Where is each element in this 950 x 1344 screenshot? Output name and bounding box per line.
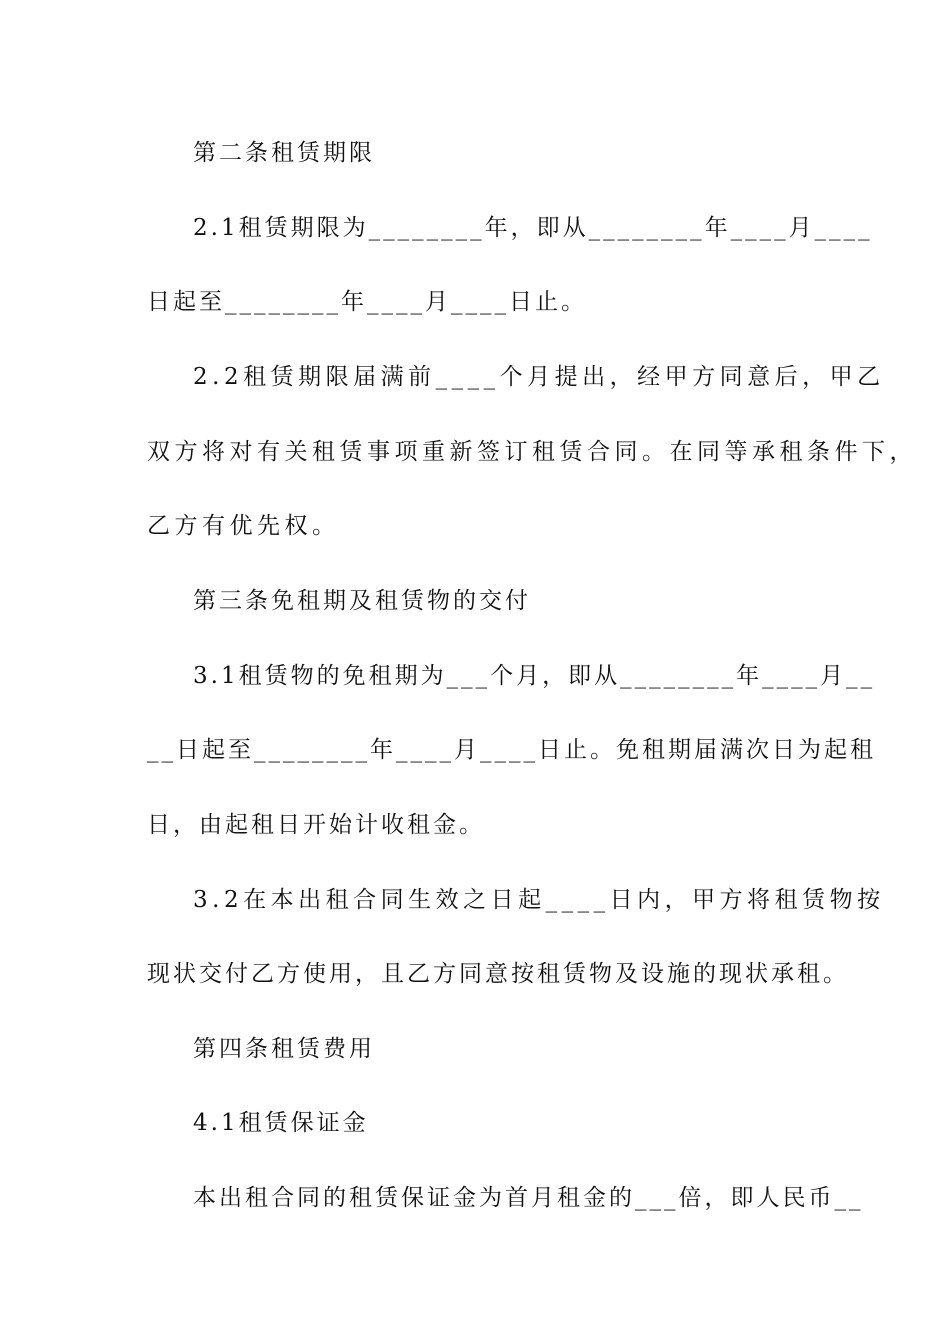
clause-2-1-line-1: 2.1租赁期限为________年，即从________年____月____ — [193, 215, 873, 241]
clause-3-2-line-1: 3.2在本出租合同生效之日起____日内，甲方将租赁物按 — [193, 887, 885, 913]
clause-3-2-line-2: 现状交付乙方使用，且乙方同意按租赁物及设施的现状承租。 — [147, 961, 849, 987]
clause-2-2-line-3: 乙方有优先权。 — [147, 513, 340, 539]
heading-article-2: 第二条租赁期限 — [193, 140, 375, 166]
heading-article-4: 第四条租赁费用 — [193, 1036, 375, 1062]
clause-2-2-line-2: 双方将对有关租赁事项重新签订租赁合同。在同等承租条件下， — [147, 439, 917, 465]
clause-4-1-line-1: 本出租合同的租赁保证金为首月租金的___倍，即人民币__ — [193, 1185, 864, 1211]
clause-3-1-line-2: __日起至________年____月____日止。免租期届满次日为起租 — [147, 737, 876, 763]
clause-4-1-title: 4.1租赁保证金 — [193, 1110, 369, 1136]
heading-article-3: 第三条免租期及租赁物的交付 — [193, 588, 531, 614]
clause-3-1-line-3: 日，由起租日开始计收租金。 — [147, 812, 485, 838]
clause-2-1-line-2: 日起至________年____月____日止。 — [147, 289, 587, 315]
clause-2-2-line-1: 2.2租赁期限届满前____个月提出，经甲方同意后，甲乙 — [193, 364, 885, 390]
clause-3-1-line-1: 3.1租赁物的免租期为___个月，即从________年____月__ — [193, 663, 876, 689]
